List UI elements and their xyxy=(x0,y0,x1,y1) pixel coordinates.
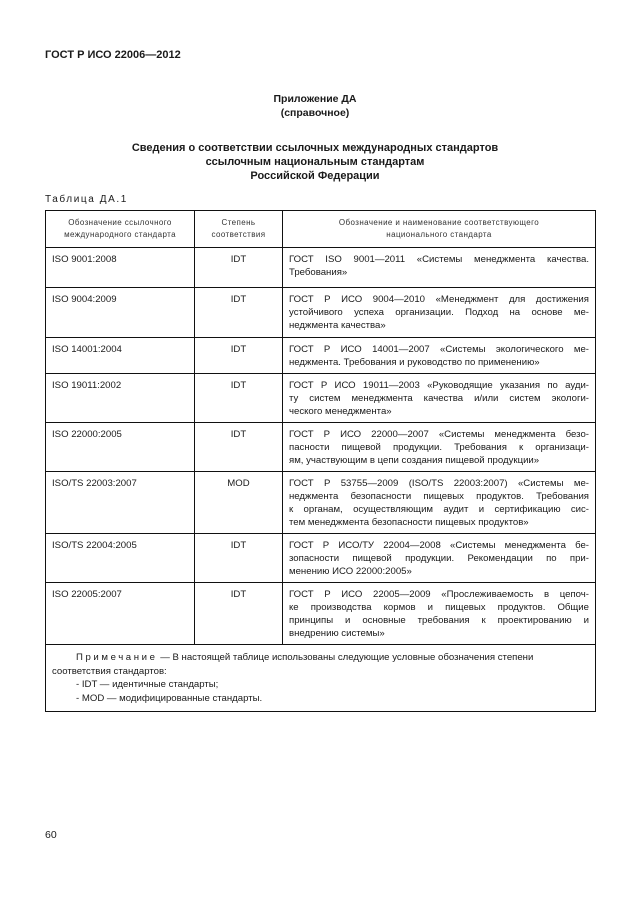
table-row xyxy=(46,423,596,472)
national-standard-line: к органам, осуществляющим аудит и сертификацию сис- xyxy=(289,504,589,515)
annex-title: Приложение ДА xyxy=(273,93,357,105)
national-standard-line: ГОСТ ISO 9001—2011 «Системы менеджмента качества. xyxy=(289,254,589,265)
international-standard-cell: ISO 9004:2009 xyxy=(46,288,195,338)
header-line: Обозначение ссылочного xyxy=(68,218,172,227)
standards-correspondence-table xyxy=(45,210,596,712)
national-standard-line: ке производства кормов и пищевых продуктов. Общие xyxy=(289,602,589,613)
national-standard-line: ГОСТ Р ИСО 22000—2007 «Системы менеджмента безо- xyxy=(289,429,589,440)
national-standard-line: неджмента безопасности пищевых продуктов. Требования xyxy=(289,491,589,502)
annex-subtitle: (справочное) xyxy=(280,106,350,119)
document-header: ГОСТ Р ИСО 22006—2012 xyxy=(45,49,181,61)
international-standard-cell: ISO 19011:2002 xyxy=(46,374,195,423)
national-standard-line: устойчивого успеха организации. Подход на основе ме- xyxy=(289,307,589,318)
header-line: национального стандарта xyxy=(386,230,492,239)
page-number: 60 xyxy=(45,829,57,841)
national-standard-line: ческого менеджмента» xyxy=(289,406,392,417)
national-standard-line: Требования» xyxy=(289,267,348,278)
national-standard-line: неджмента. Требования и руководство по применению» xyxy=(289,357,540,368)
national-standard-line: неджмента качества» xyxy=(289,320,386,331)
header-line: соответствия xyxy=(211,230,266,239)
table-header-row xyxy=(46,211,596,248)
national-standard-cell xyxy=(283,423,596,472)
section-title-line: ссылочным национальным стандартам xyxy=(205,156,425,168)
section-title-line: Российской Федерации xyxy=(250,170,380,182)
note-label: Примечание xyxy=(76,652,158,663)
national-standard-cell xyxy=(283,583,596,645)
note-text: — В настоящей таблице использованы следующие условные обозначения степени соответствия стандартов: xyxy=(52,652,534,677)
national-standard-line: пасности пищевой продукции. Требования к организаци- xyxy=(289,442,589,453)
column-header-intl xyxy=(46,211,195,248)
degree-cell: IDT xyxy=(195,534,283,583)
section-title xyxy=(0,141,630,183)
national-standard-line: ГОСТ Р ИСО/ТУ 22004—2008 «Системы менеджмента бе- xyxy=(289,540,589,551)
national-standard-cell xyxy=(283,374,596,423)
note-item: - MOD — модифицированные стандарты. xyxy=(76,692,263,704)
degree-cell: IDT xyxy=(195,423,283,472)
column-header-national xyxy=(283,211,596,248)
table-note xyxy=(46,645,596,712)
header-line: Степень xyxy=(221,218,256,227)
national-standard-line: тем менеджмента безопасности пищевых продуктов» xyxy=(289,517,529,528)
national-standard-line: ГОСТ Р ИСО 22005—2009 «Прослеживаемость в цепоч- xyxy=(289,589,589,600)
table-caption: Таблица ДА.1 xyxy=(45,194,128,205)
header-line: международного стандарта xyxy=(64,230,176,239)
national-standard-line: менению ИСО 22000:2005» xyxy=(289,566,412,577)
international-standard-cell: ISO 9001:2008 xyxy=(46,248,195,288)
national-standard-line: ГОСТ Р 53755—2009 (ISO/TS 22003:2007) «Системы ме- xyxy=(289,478,589,489)
table-row xyxy=(46,338,596,374)
national-standard-cell xyxy=(283,248,596,288)
table-row xyxy=(46,534,596,583)
national-standard-cell xyxy=(283,472,596,534)
national-standard-line: ГОСТ Р ИСО 14001—2007 «Системы экологического ме- xyxy=(289,344,589,355)
international-standard-cell: ISO 22000:2005 xyxy=(46,423,195,472)
national-standard-cell xyxy=(283,288,596,338)
international-standard-cell: ISO/TS 22003:2007 xyxy=(46,472,195,534)
annex-heading xyxy=(0,93,630,120)
table-note-row xyxy=(46,645,596,712)
national-standard-line: ту систем менеджмента качества и/или систем экологи- xyxy=(289,393,589,404)
national-standard-line: ям, участвующим в цепи создания пищевой продукции» xyxy=(289,455,540,466)
international-standard-cell: ISO 14001:2004 xyxy=(46,338,195,374)
degree-cell: IDT xyxy=(195,374,283,423)
national-standard-line: принципы и основные требования к проектированию и xyxy=(289,615,589,626)
section-title-line: Сведения о соответствии ссылочных международных стандартов xyxy=(131,142,499,154)
column-header-degree xyxy=(195,211,283,248)
table-row xyxy=(46,583,596,645)
table-row xyxy=(46,288,596,338)
degree-cell: IDT xyxy=(195,288,283,338)
international-standard-cell: ISO/TS 22004:2005 xyxy=(46,534,195,583)
table-row xyxy=(46,248,596,288)
national-standard-cell xyxy=(283,338,596,374)
degree-cell: IDT xyxy=(195,248,283,288)
national-standard-line: внедрению системы» xyxy=(289,628,385,639)
national-standard-line: зопасности пищевой продукции. Рекомендации по при- xyxy=(289,553,589,564)
table-row xyxy=(46,472,596,534)
international-standard-cell: ISO 22005:2007 xyxy=(46,583,195,645)
national-standard-line: ГОСТ Р ИСО 19011—2003 «Руководящие указания по ауди- xyxy=(289,380,589,391)
degree-cell: IDT xyxy=(195,583,283,645)
table-row xyxy=(46,374,596,423)
degree-cell: IDT xyxy=(195,338,283,374)
national-standard-cell xyxy=(283,534,596,583)
note-item: - IDT — идентичные стандарты; xyxy=(76,679,219,690)
header-line: Обозначение и наименование соответствующего xyxy=(338,218,540,227)
national-standard-line: ГОСТ Р ИСО 9004—2010 «Менеджмент для достижения xyxy=(289,294,589,305)
degree-cell: MOD xyxy=(195,472,283,534)
